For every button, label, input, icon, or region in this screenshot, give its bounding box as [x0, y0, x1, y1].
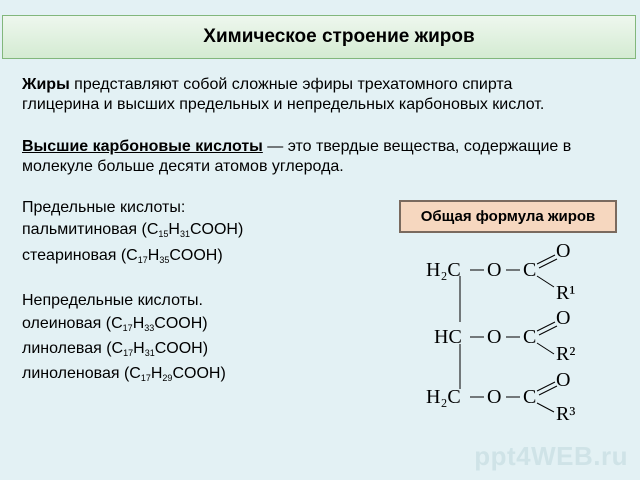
r-group-3: R³ [556, 403, 576, 425]
r-bond-2 [537, 343, 554, 354]
carbonyl-carbon-3: C [523, 386, 537, 408]
acid-item-linolenic: линоленовая $(C_{17}H_{29}COOH)$ [22, 365, 226, 383]
intro-term: Жиры [22, 76, 70, 93]
double-bond-1a [537, 255, 555, 264]
backbone-carbon-2: HC [434, 326, 462, 348]
backbone-carbon-3: H₂C [426, 386, 461, 408]
r-bond-1 [537, 276, 554, 287]
acid-item-linoleic: линолевая $(C_{17}H_{31}COOH)$ [22, 340, 209, 358]
carbonyl-oxygen-1: O [556, 240, 571, 262]
backbone-carbon-1: H₂C [426, 259, 461, 281]
intro-text: представляют собой сложные эфиры трехатомного спирта глицерина и высших предельных и непредельных карбоновых кислот. [22, 76, 545, 113]
ester-oxygen-3: O [487, 386, 502, 408]
general-formula-label: Общая формула жиров [399, 200, 617, 233]
double-bond-2a [537, 322, 555, 331]
r-bond-3 [537, 403, 554, 412]
acid-item-stearic: стеариновая $(C_{17}H_{35}COOH)$ [22, 247, 223, 265]
carbonyl-oxygen-2: O [556, 307, 571, 329]
acid-item-oleic: олеиновая $(C_{17}H_{33}COOH)$ [22, 315, 208, 333]
definition-term: Высшие карбоновые кислоты [22, 138, 263, 155]
double-bond-3a [537, 382, 555, 391]
definition-text: — это твердые вещества, содержащие в молекуле больше десяти атомов углерода. [22, 138, 572, 175]
double-bond-1b [539, 259, 557, 268]
double-bond-2b [539, 326, 557, 335]
r-group-1: R¹ [556, 282, 576, 304]
carbonyl-oxygen-3: O [556, 369, 571, 391]
triglyceride-structure [420, 240, 620, 426]
double-bond-3b [539, 386, 557, 395]
ester-oxygen-1: O [487, 259, 502, 281]
ester-oxygen-2: O [487, 326, 502, 348]
carbonyl-carbon-2: C [523, 326, 537, 348]
saturated-heading: Предельные кислоты: [22, 199, 186, 216]
acid-item-palmitic: пальмитиновая $(C_{15}H_{31}COOH)$ [22, 221, 244, 239]
title-bar [2, 15, 636, 59]
intro-paragraph [22, 75, 582, 115]
page-title: Химическое строение жиров [203, 26, 475, 47]
unsaturated-heading: Непредельные кислоты. [22, 292, 203, 309]
definition-paragraph [22, 137, 582, 177]
r-group-2: R² [556, 343, 576, 365]
watermark: ppt4WEB.ru [474, 441, 628, 471]
carbonyl-carbon-1: C [523, 259, 537, 281]
